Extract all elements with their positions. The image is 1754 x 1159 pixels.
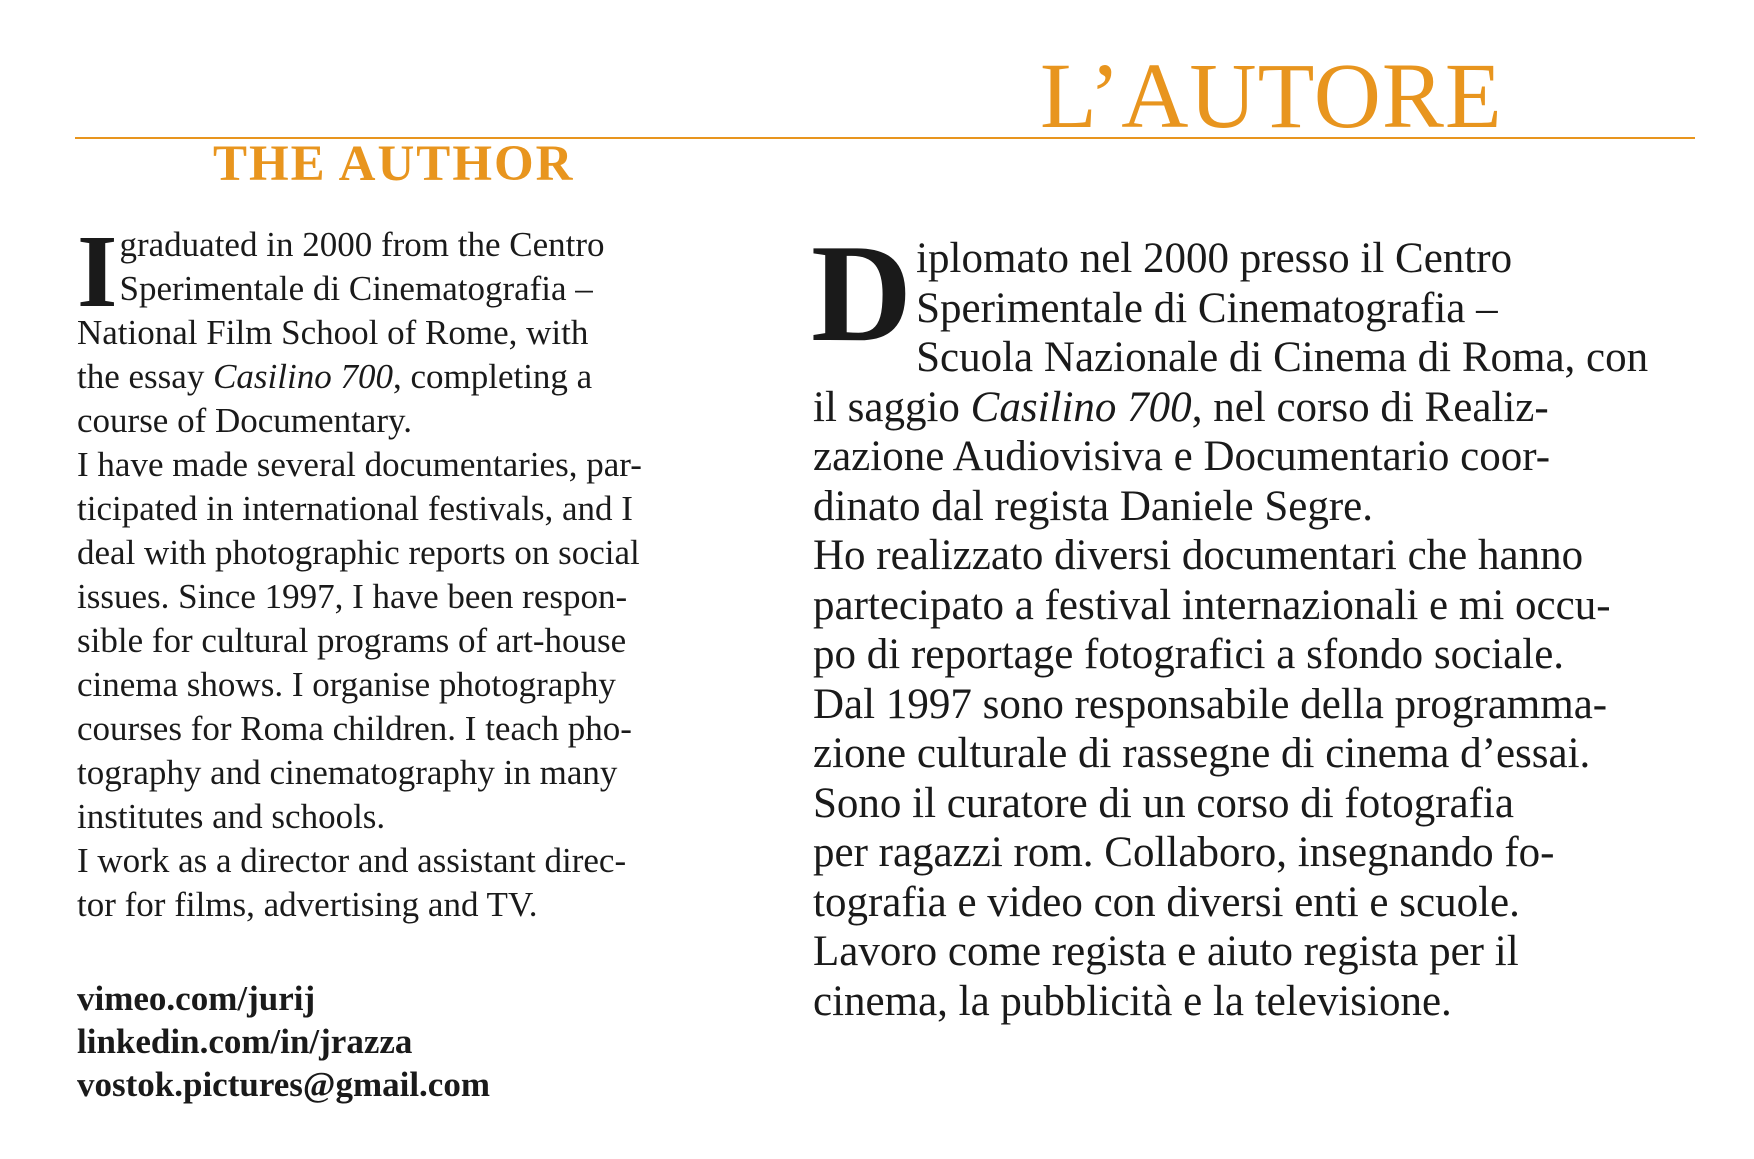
- text-line: cinema shows. I organise photography: [77, 665, 616, 704]
- text-line: I have made several documentaries, par-: [77, 445, 642, 484]
- text-line: National Film School of Rome, with: [77, 313, 589, 352]
- text-line: graduated in 2000 from the Centro: [119, 225, 605, 264]
- text-line: Scuola Nazionale di Cinema di Roma, con: [916, 334, 1649, 381]
- text-line: Sperimentale di Cinematografia –: [916, 284, 1498, 332]
- english-bio: [77, 214, 727, 927]
- english-paragraph-1: [77, 214, 727, 443]
- text-fragment: the essay: [77, 357, 214, 396]
- text-line: cinema, la pubblicità e la televisione.: [813, 977, 1452, 1025]
- text-line: per ragazzi rom. Collaboro, insegnando fo-: [813, 829, 1555, 876]
- linkedin-link[interactable]: linkedin.com/in/jrazza: [77, 1022, 413, 1061]
- email-link[interactable]: vostok.pictures@gmail.com: [77, 1065, 490, 1104]
- film-title: Casilino 700: [970, 383, 1192, 431]
- text-fragment: , completing a: [392, 357, 593, 396]
- english-dropcap: I: [77, 214, 118, 329]
- italian-paragraph-1: [811, 216, 1703, 531]
- text-line: dinato dal regista Daniele Segre.: [813, 482, 1373, 530]
- text-line: institutes and schools.: [77, 797, 386, 836]
- text-line: Sperimentale di Cinematografia –: [119, 269, 593, 308]
- text-line: [813, 383, 1703, 433]
- text-line: tografia e video con diversi enti e scuole.: [813, 878, 1520, 926]
- italian-paragraph-2: [813, 531, 1703, 1026]
- text-fragment: , nel corso di Realiz-: [1191, 383, 1549, 431]
- text-line: po di reportage fotografici a sfondo sociale.: [813, 631, 1565, 678]
- text-line: course of Documentary.: [77, 401, 412, 440]
- title-italian: L’AUTORE: [1040, 45, 1503, 148]
- text-line: tor for films, advertising and TV.: [77, 885, 538, 924]
- text-line: Ho realizzato diversi documentari che hanno: [813, 532, 1584, 579]
- text-line: issues. Since 1997, I have been respon-: [77, 577, 628, 616]
- text-line: Sono il curatore di un corso di fotografia: [813, 779, 1514, 827]
- text-line: sible for cultural programs of art-house: [77, 621, 627, 660]
- italian-dropcap: D: [811, 216, 913, 371]
- text-line: Lavoro come regista e aiuto regista per il: [813, 928, 1519, 975]
- text-line: zazione Audiovisiva e Documentario coor-: [813, 433, 1551, 480]
- contact-links: [77, 977, 490, 1106]
- text-line: I work as a director and assistant direc-: [77, 841, 627, 880]
- english-paragraph-2: [77, 443, 727, 839]
- text-fragment: il saggio: [813, 383, 971, 431]
- text-line: Dal 1997 sono responsabile della programma-: [813, 680, 1608, 728]
- text-line: zione culturale di rassegne di cinema d’essai.: [813, 730, 1591, 777]
- text-line: [77, 355, 727, 399]
- title-english: THE AUTHOR: [213, 136, 575, 192]
- text-line: ticipated in international festivals, and I: [77, 489, 633, 528]
- text-line: deal with photographic reports on social: [77, 533, 640, 572]
- english-paragraph-3: [77, 839, 727, 927]
- vimeo-link[interactable]: vimeo.com/jurij: [77, 979, 316, 1018]
- text-line: tography and cinematography in many: [77, 753, 618, 792]
- italian-bio: [811, 216, 1703, 1026]
- film-title: Casilino 700: [213, 357, 393, 396]
- text-line: partecipato a festival internazionali e mi occu-: [813, 581, 1611, 629]
- text-line: courses for Roma children. I teach pho-: [77, 709, 632, 748]
- text-line: iplomato nel 2000 presso il Centro: [916, 235, 1513, 282]
